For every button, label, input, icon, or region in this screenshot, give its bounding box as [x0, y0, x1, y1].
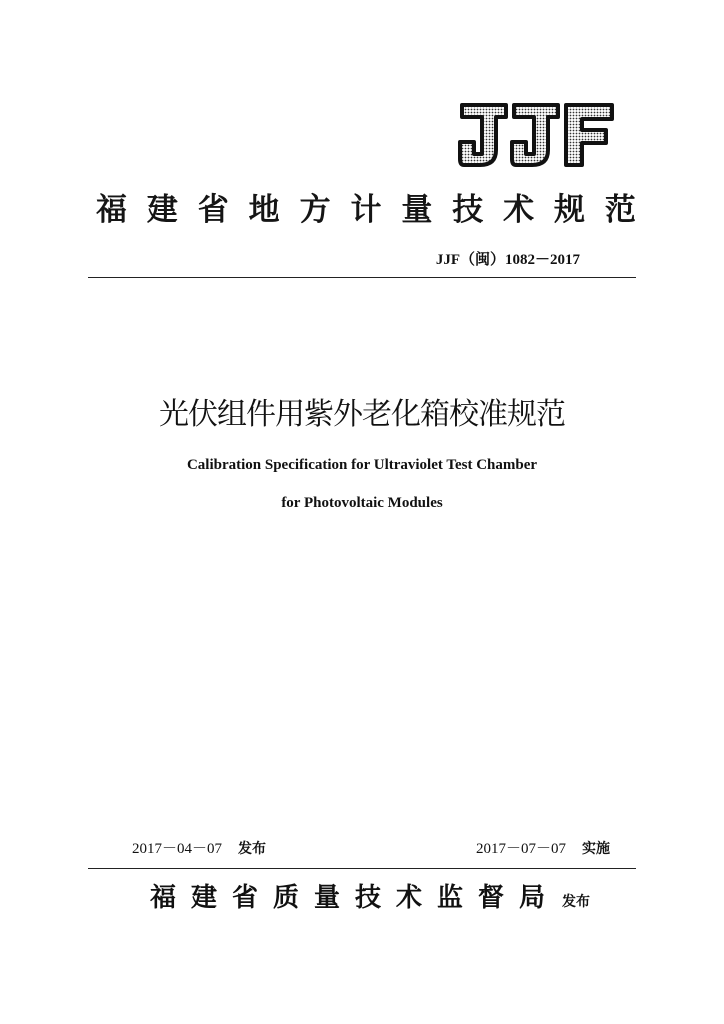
issuer-label: 发布: [562, 894, 591, 910]
category-char: 省: [197, 192, 229, 228]
effective-date: 2017－07－07: [475, 841, 566, 857]
category-char: 地: [248, 192, 280, 228]
effective-label: 实施: [582, 841, 610, 857]
footer-divider: [88, 868, 636, 869]
issuer-line: [150, 878, 590, 918]
category-char: 技: [452, 192, 484, 228]
issue-label: 发布: [238, 841, 267, 857]
category-title: [96, 190, 636, 230]
category-char: 建: [146, 192, 178, 228]
standard-code: JJF（闽）1082－2017: [435, 252, 580, 268]
english-title-line1: Calibration Specification for Ultraviolet Test Chamber: [186, 457, 538, 473]
english-title-line2: for Photovoltaic Modules: [281, 495, 443, 511]
issuer-name: 福建省质量技术监督局: [150, 883, 561, 913]
category-char: 量: [401, 192, 433, 228]
category-char: 范: [604, 192, 636, 228]
logo-text: JJF: [458, 102, 460, 103]
jjf-logo: [458, 102, 614, 168]
category-char: 福: [96, 192, 127, 228]
category-char: 计: [350, 192, 382, 228]
header-divider: [88, 277, 636, 278]
issue-date: 2017－04－07: [132, 841, 223, 857]
category-char: 方: [299, 192, 331, 228]
chinese-title: 光伏组件用紫外老化箱校准规范: [159, 397, 565, 432]
effective-date-row: [476, 838, 610, 860]
category-char: 规: [554, 192, 586, 228]
category-char: 术: [503, 192, 535, 228]
issue-date-row: [132, 838, 266, 860]
